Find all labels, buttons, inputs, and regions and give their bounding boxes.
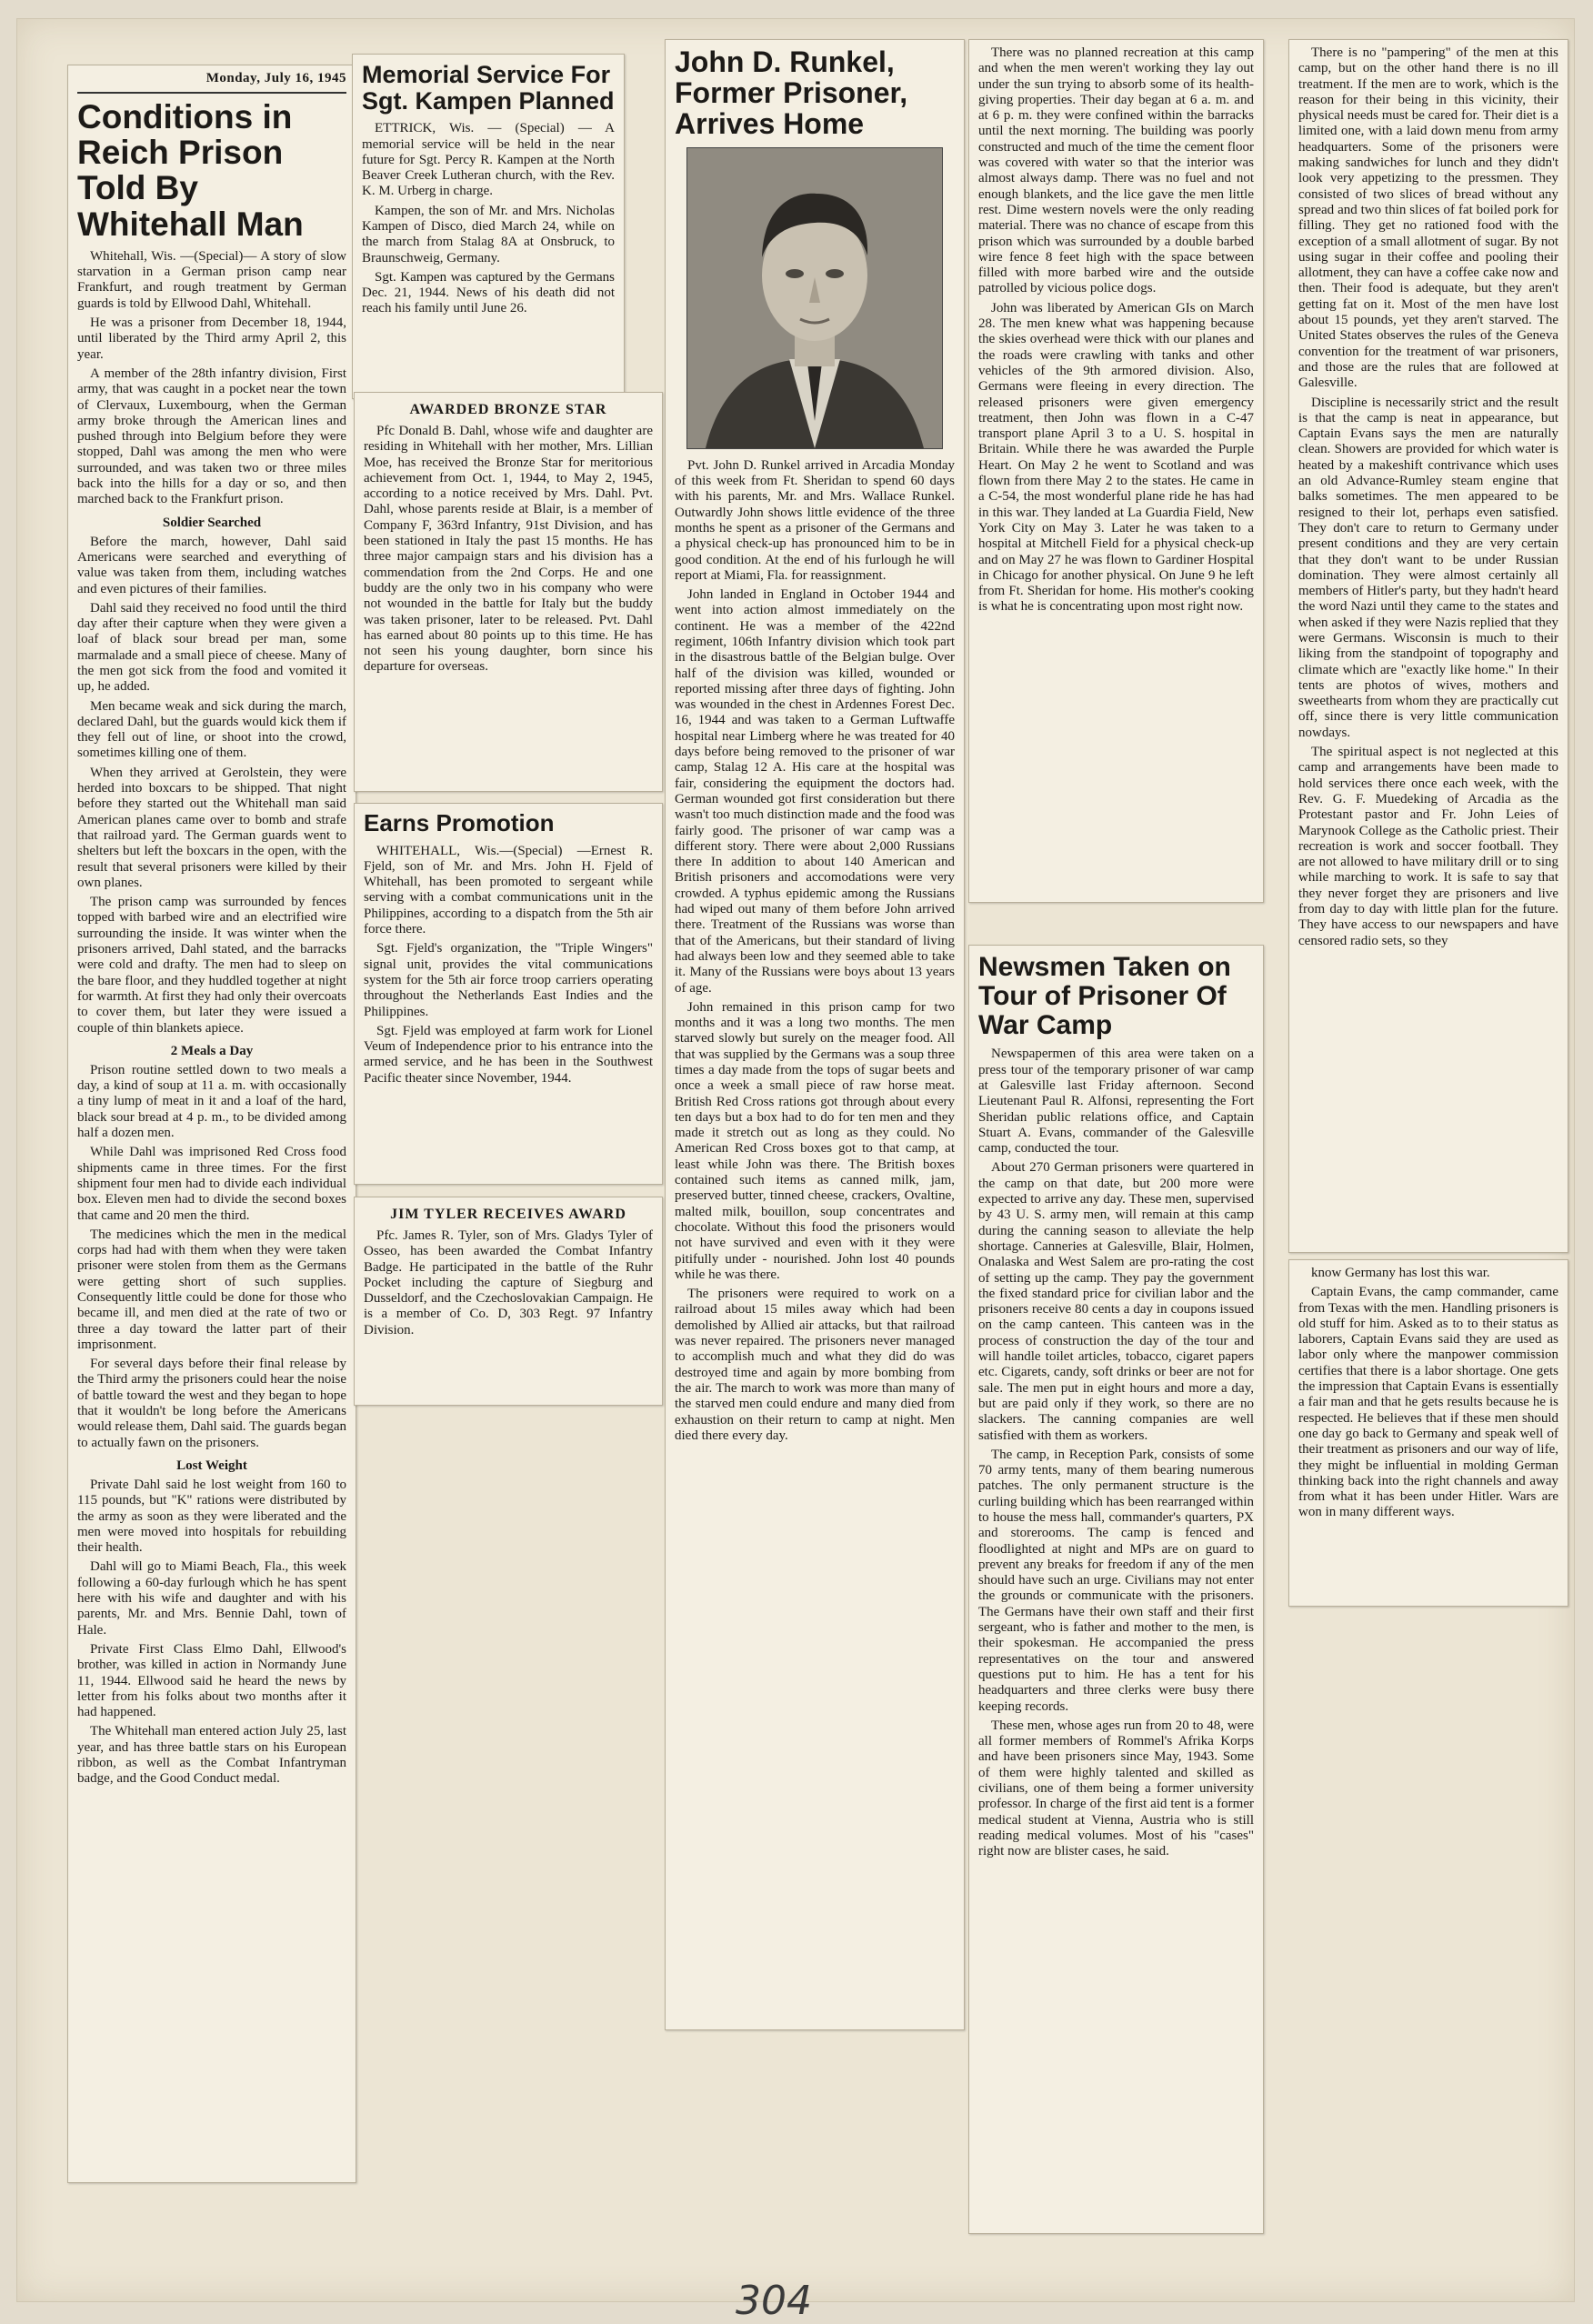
clipping-jim-tyler-award	[354, 1197, 663, 1406]
paragraph: For several days before their final release by the Third army the prisoners could hear the noise of battle toward the west and they began to hope that it wouldn't be long before the Americans would release them, Dahl said. The guards began to actually fawn on the prisoners.	[77, 1357, 346, 1450]
paragraph: The prisoners were required to work on a railroad about 15 miles away which had been demolished by Allied air attacks, but that railroad was never repaired. The prisoners never managed to accomplish much and what they did do was destroyed time and again by more bombing from the air. The march to work was more than many of the starved men could endure and many died from exhaustion on their return to camp at night. Men died there every day.	[675, 1287, 955, 1443]
clipping-newsmen-tour	[968, 945, 1264, 2234]
paragraph: Sgt. Fjeld's organization, the "Triple Wingers" signal unit, provides the vital communications system for the 5th air force troop carriers operating throughout the Netherlands East Indies and the Philippines.	[364, 941, 653, 1019]
paragraph: Prison routine settled down to two meals a day, a kind of soup at 11 a. m. with occasionally a tiny lump of meat in it and a loaf of the hard, black sour bread at 4 p. m., to be divided among half a dozen men.	[77, 1062, 346, 1141]
paragraph: Private First Class Elmo Dahl, Ellwood's brother, was killed in action in Normandy June 11, 1944. Ellwood said he heard the news by letter from his folks about two months after it had happened.	[77, 1641, 346, 1720]
paragraph: Whitehall, Wis. —(Special)— A story of slow starvation in a German prison camp near Frankfurt, and rough treatment by German guards is told by Ellwood Dahl, Whitehall.	[77, 248, 346, 311]
divider	[77, 92, 346, 94]
paragraph: John remained in this prison camp for two months and it was a long two months. The men starved slowly but surely on the meager food. All that was supplied by the Germans was a soup three times a day made from the tops of sugar beets and once a week a small piece of raw horse meat. British Red Cross rations got through about every ten days but a box had to do for ten men and they made it stretch out as long as they could. No American Red Cross boxes got to that camp, at least while John was there. The British boxes contained such items as canned milk, jam, preserved butter, tinned cheese, crackers, Ovaltine, malted milk, bouillon, soup concentrates and chocolate. Without this food the prisoners would not have survived and even with it they were pitifully under - nourished. John lost 40 pounds while he was there.	[675, 999, 955, 1282]
page-number: 304	[736, 2278, 812, 2324]
paragraph: He was a prisoner from December 18, 1944, until liberated by the Third army April 2, this year.	[77, 316, 346, 362]
portrait-photo	[686, 147, 943, 449]
clipping-no-pampering	[1288, 39, 1568, 1253]
clipping-germany-lost	[1288, 1259, 1568, 1607]
article-body	[77, 249, 346, 508]
paragraph: A member of the 28th infantry division, First army, that was caught in a pocket near the town of Clervaux, Luxembourg, when the German army broke through the American lines and pushed through into Belgium before they were stopped, Dahl was among the men who were surrounded, and was taken two or three miles back into the hills for a day or so, and then marched back to the Frankfurt prison.	[77, 366, 346, 507]
headline: Conditions in Reich Prison Told By Whitehall Man	[77, 98, 304, 243]
paragraph: John landed in England in October 1944 and went into action almost immediately on the continent. He was a member of the 422nd regiment, 106th Infantry division which took part in the disastrous battle of the Belgian bulge. Over half of the division was killed, wounded or reported missing after three days of fighting. John was wounded in the chest in Ardennes Forest Dec. 16, 1944 and was taken to a German Luftwaffe hospital near Limberg where he was treated for 40 days before being removed to the prisoner of war camp, Stalag 12 A. His care at the hospital was fair, considering the equipment the doctors had. German wounded got first consideration but there wasn't too much distinction made and the food was fairly good. The prisoner of war camp was a different story. There were about 2,000 Russians there In addition to about 140 American and British prisoners and accomodations were very crowded. A typhus epidemic among the Russians had wiped out many of them before John arrived there. Treatment of the Russians was worse than that of the Americans, but their standard of living had always been low and they seemed able to take it. Many of the Russians were boys about 13 years of age.	[675, 587, 955, 996]
paragraph: The spiritual aspect is not neglected at this camp and arrangements have been made to hold services there once each week, with the Rev. G. F. Muedeking of Arcadia as the Protestant pastor and Fr. John Leies of Marynook College as the Catholic priest. Their recreation is work and soccer football. They are not allowed to have military drill or to sing while marching to work. It is safe to say that they never forget they are prisoners and live from day to day with little plan for the future. They have access to our newspapers and have censored radio sets, so they	[1298, 745, 1558, 948]
clipping-earns-promotion	[354, 803, 663, 1185]
paragraph: WHITEHALL, Wis.—(Special) —Ernest R. Fjeld, son of Mr. and Mrs. John H. Fjeld of Whitehall, has been promoted to sergeant while serving with a combat communications unit in the Philippines, according to a dispatch from the 5th air force there.	[364, 843, 653, 937]
subheading: Lost Weight	[176, 1458, 247, 1473]
headline: Newsmen Taken on Tour of Prisoner Of War Camp	[978, 952, 1231, 1040]
headline: JIM TYLER RECEIVES AWARD	[390, 1207, 626, 1222]
subheading: Soldier Searched	[162, 515, 262, 530]
clipping-memorial-service	[352, 54, 625, 399]
paragraph: Before the march, however, Dahl said Americans were searched and everything of value was taken from them, including watches and even pictures of their families.	[77, 534, 346, 596]
paragraph: Dahl said they received no food until the third day after their capture when they were given a loaf of black sour bread per man, some marmalade and a small piece of cheese. Many of the men got sick from the food and vomited it up, he added.	[77, 600, 346, 695]
clipping-john-runkel	[665, 39, 965, 2030]
headline: Earns Promotion	[364, 809, 555, 836]
paragraph: John was liberated by American GIs on March 28. The men knew what was happening because the skies overhead were thick with our planes and the roads were crawling with tanks and other vehicles of the 9th armored division. Also, Germans were fleeing in every direction. The released prisoners were given emergency treatment, then John was flown in a C-47 transport plane April 3 to a U. S. hospital in Britain. While there he was awarded the Purple Heart. On May 2 he went to Scotland and was flown from there May 2 to the states. He came in a C-54, the most wonderful plane ride he has had in this war. They landed at La Guardia Field, New York City on May 3. Later he was taken to a hospital at Mitchell Field for a physical check-up and on May 27 he was flown to Gardiner Hospital in Chicago for another physical. On June 9 he left from Ft. Sheridan for home. His mother's cooking is what he is concentrating upon most right now.	[978, 300, 1254, 615]
article-body	[978, 1047, 1254, 1859]
article-body	[1298, 1266, 1558, 1521]
paragraph: Sgt. Fjeld was employed at farm work for Lionel Veum of Independence prior to his entrance into the armed service, and he has been in the Southwest Pacific theater since November, 1944.	[364, 1023, 653, 1086]
article-body	[364, 1228, 653, 1338]
article-body	[77, 535, 346, 1037]
article-body	[77, 1063, 346, 1451]
article-body	[675, 458, 955, 1444]
article-body	[364, 844, 653, 1087]
paragraph: There is no "pampering" of the men at this camp, but on the other hand there is no ill treatment. If the men are to work, which is the reason for their being in this vicinity, their physical needs must be cared for. Their diet is a limited one, with a laid down menu from army headquarters. Some of the prisoners were making sandwiches for lunch and they didn't look very appetizing to the pressmen. They consisted of two slices of bread without any spread and two thin slices of fat boiled pork for filling. They get no rationed food with the exception of a small allotment of sugar. By not using sugar in their coffee and pooling their allotment, they can have a coffee cake now and then. Their food is adequate, but they aren't getting fat on it. Most of the men have lost about 15 pounds, yet they aren't starved. The United States observes the rules of the Geneva convention for the treatment of war prisoners, and those are the rules that are followed at Galesville.	[1298, 45, 1558, 391]
paragraph: When they arrived at Gerolstein, they were herded into boxcars to be shipped. That night before they started out the Whitehall man said American planes came over to bomb and strafe that railroad yard. The German guards went to shelters but left the boxcars in the open, with the result that several prisoners were killed by their own planes.	[77, 765, 346, 890]
article-body	[978, 45, 1254, 616]
portrait-image	[687, 148, 942, 448]
paragraph: The Whitehall man entered action July 25, last year, and has three battle stars on his European ribbon, as well as the Combat Infantryman badge, and the Good Conduct medal.	[77, 1724, 346, 1787]
headline: AWARDED BRONZE STAR	[409, 402, 607, 417]
scrapbook-page	[16, 18, 1575, 2324]
paragraph: Private Dahl said he lost weight from 160 to 115 pounds, but "K" rations were distributed by the army as soon as they were liberated and the men were moved into hospitals for rebuilding their health.	[77, 1477, 346, 1556]
paragraph: Captain Evans, the camp commander, came from Texas with the men. Handling prisoners is old stuff for him. Asked as to to their status as laborers, Captain Evans said they are used as labor only where the manpower commission certifies that there is a labor shortage. One gets the impression that Captain Evans is essentially a fair man and that he gets results because he is respected. He believes that if these men should one day go back to Germany and speak well of their treatment as prisoners and our way of life, they might be influential in molding German thinking back into the right channels and away from what it has been under Hitler. Wars are won in many different ways.	[1298, 1285, 1558, 1520]
headline: Memorial Service For Sgt. Kampen Planned	[362, 61, 615, 115]
paragraph: While Dahl was imprisoned Red Cross food shipments came in three times. For the first shipment four men had to divide each individual box. Eleven men had to divide the second boxes that came and 20 men the third.	[77, 1145, 346, 1223]
article-body	[362, 121, 615, 317]
paragraph: Pfc. James R. Tyler, son of Mrs. Gladys Tyler of Osseo, has been awarded the Combat Infantry Badge. He participated in the battle of the Ruhr Pocket including the capture of Siegburg and Dusseldorf, and the Czechoslovakian Campaign. He is a member of Co. D, 303 Regt. 97 Infantry Division.	[364, 1228, 653, 1337]
paragraph: The medicines which the men in the medical corps had had with them when they were taken prisoner were stolen from them as the Germans were getting short of such supplies. Consequently little could be done for those who became ill, and men died at the rate of two or three a day toward the latter part of their imprisonment.	[77, 1227, 346, 1352]
paragraph: Discipline is necessarily strict and the result is that the camp is neat in appearance, but Captain Evans says the men are naturally clean. Showers are provided for which water is heated by a makeshift contrivance which uses an old Advance-Rumley steam engine that balks sometimes. The men appeared to be resigned to their lot, perhaps even satisfied. They don't care to return to Germany under present conditions and they are very certain that they don't want to be under Russian domination. They were almost certainly all members of Hitler's party, but they hadn't heard the word Nazi until they came to the states and when asked if they were Nazis replied that they were Germans. Wisconsin is much to their liking from the standpoint of topography and climate which are "exactly like home." In their tents are photos of wives, mothers and sweethearts from whom they are practically cut off, since there is very little communication nowdays.	[1298, 395, 1558, 740]
article-body	[77, 1478, 346, 1788]
paragraph: Pvt. John D. Runkel arrived in Arcadia Monday of this week from Ft. Sheridan to spend 60 days with his parents, Mr. and Mrs. Wallace Runkel. Outwardly John shows little evidence of the three months he spent as a prisoner of the Germans and a physical check-up has pronounced him to be in good condition. At the end of his furlough he will report at Miami, Fla. for reassignment.	[675, 457, 955, 583]
paragraph: The camp, in Reception Park, consists of some 70 army tents, many of them bearing numerous patches. The only permanent structure is the curling building which has been rearranged within to house the mess hall, commander's quarters, PX and storerooms. The camp is fenced and floodlighted at night and MPs are on guard to prevent any breaks for freedom if any of the men should have such an urge. Civilians may not enter the grounds or communicate with the prisoners. The Germans have their own staff and their first sergeant, who is father and mother to the men, is their spokesman. He accompanied the press representatives on the tour and answered questions put to him. He has a tent for his headquarters and three clerks were busy there keeping records.	[978, 1447, 1254, 1714]
article-body	[1298, 45, 1558, 949]
paragraph: know Germany has lost this war.	[1311, 1266, 1490, 1280]
paragraph: Men became weak and sick during the march, declared Dahl, but the guards would kick them if they fell out of line, or shoot into the crowd, sometimes killing one of them.	[77, 698, 346, 761]
paragraph: ETTRICK, Wis. — (Special) — A memorial service will be held in the near future for Sgt. Percy R. Kampen at the North Beaver Creek Lutheran church, with the Rev. K. M. Urberg in charge.	[362, 121, 615, 199]
paragraph: Kampen, the son of Mr. and Mrs. Nicholas Kampen of Disco, died March 24, while on the march from Stalag 8A at Onsbruck, to Braunschweig, Germany.	[362, 203, 615, 265]
paragraph: Newspapermen of this area were taken on a press tour of the temporary prisoner of war camp at Galesville last Friday afternoon. Second Lieutenant Paul R. Alfonsi, representing the Fort Sheridan public relations office, and Captain Stuart A. Evans, commander of the Galesville camp, conducted the tour.	[978, 1047, 1254, 1157]
paragraph: These men, whose ages run from 20 to 48, were all former members of Rommel's Afrika Korps and have been prisoners since May, 1943. Some of them were highly talented and skilled as civilians, one of them being a former university professor. In charge of the first aid tent is a former medical student at Vienna, Austria who is still reading medical volumes. Most of his "cases" right now are blister cases, he said.	[978, 1718, 1254, 1859]
paragraph: Pfc Donald B. Dahl, whose wife and daughter are residing in Whitehall with her mother, Mrs. Lillian Moe, has received the Bronze Star for meritorious achievement from Oct. 1, 1944, to May 2, 1945, according to a notice received by Mrs. Dahl. Pvt. Dahl, whose parents reside at Blair, is a member of Company F, 363rd Infantry, 91st Division, and has been stationed in Italy the past 15 months. He has three major campaign stars and his division has a commendation from the 2nd Corps. He and one buddy are the only two in his company who were not wounded in the battle for Italy but the buddy was taken prisoner, later to be released. Pvt. Dahl has earned about 80 points up to this time. He has not seen his young daughter, born since his departure for overseas.	[364, 424, 653, 675]
clipping-conditions-reich-prison	[67, 65, 356, 2183]
paragraph: Dahl will go to Miami Beach, Fla., this week following a 60-day furlough which he has spent here with his wife and daughter and with his parents, Mr. and Mrs. Bennie Dahl, town of Hale.	[77, 1559, 346, 1638]
paragraph: About 270 German prisoners were quartered in the camp on that date, but 200 more were expected to arrive any day. These men, supervised by 43 U. S. army men, will remain at this camp during the canning season to alleviate the help shortage. Canneries at Galesville, Blair, Holmen, Onalaska and West Salem are pro-rating the cost of setting up the camp. They pay the government the fixed standard price for civilian labor and the prisoners receive 80 cents a day in coupons issued on the camp canteen. This canteen was in the process of construction the day of the tour and will handle toilet articles, tobacco, cigaret papers etc. Cigarets, candy, soft drinks or beer are not for sale. The men put in eight hours and more a day, but are paid only if they work, so there are no slackers. The canning companies are well satisfied with them as workers.	[978, 1160, 1254, 1443]
clipping-runkel-continued	[968, 39, 1264, 903]
headline: John D. Runkel, Former Prisoner, Arrives Home	[675, 45, 908, 140]
dateline: Monday, July 16, 1945	[205, 71, 346, 85]
paragraph: The prison camp was surrounded by fences topped with barbed wire and an electrified wire surrounding the inside. It was winter when the prisoners arrived, Dahl stated, and the barracks were cold and drafty. The men had to sleep on the bare floor, and they huddled together at night for warmth. At first they had only their overcoats to cover them, but later they were issued a couple of thin blankets apiece.	[77, 895, 346, 1036]
paragraph: Sgt. Kampen was captured by the Germans Dec. 21, 1944. News of his death did not reach his family until June 26.	[362, 269, 615, 316]
article-body	[364, 424, 653, 676]
clipping-awarded-bronze-star	[354, 392, 663, 792]
paragraph: There was no planned recreation at this camp and when the men weren't working they lay out under the sun trying to absorb some of its health-giving properties. Their day began at 6 a. m. and at 6 p. m. they were confined within the barracks until the next morning. The building was poorly constructed and much of the time the cement floor was covered with water so that the interior was almost always damp. There was no fuel and not enough blankets, and the lice gave the men little rest. Dime western novels were the only reading material. There was no chance of escape from this prison which was surrounded by a double barbed wire fence 8 feet high with the space between filled with more barbed wire and the outside patrolled by vicious police dogs.	[978, 45, 1254, 296]
subheading: 2 Meals a Day	[170, 1043, 254, 1058]
